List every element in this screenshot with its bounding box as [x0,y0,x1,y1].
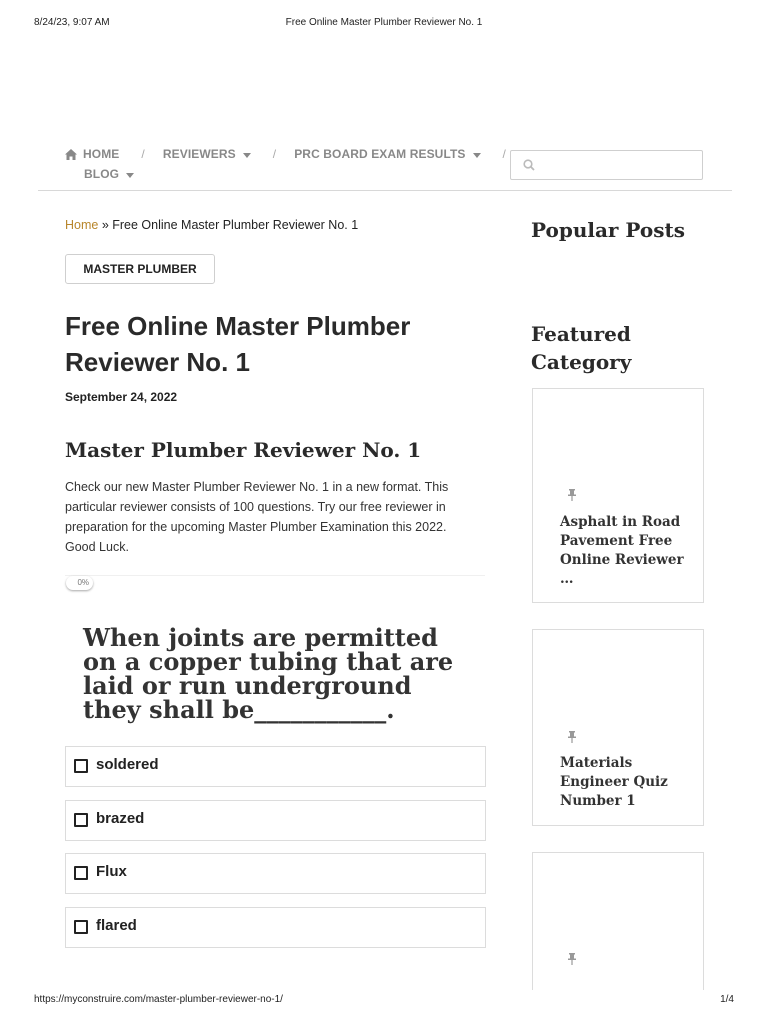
nav-divider [38,190,732,191]
print-footer [34,994,734,1008]
featured-category-heading: Featured Category [531,322,632,374]
quiz-option[interactable] [65,907,486,948]
caret-down-icon [473,153,481,158]
main-nav [65,145,506,183]
nav-row-1 [65,145,506,163]
breadcrumb [65,218,358,232]
category-button[interactable]: MASTER PLUMBER [65,254,215,284]
popular-posts-heading: Popular Posts [531,218,686,242]
search-icon [523,159,535,171]
checkbox[interactable] [74,866,88,880]
search-input[interactable] [541,155,695,177]
print-page-number: 1/4 [720,994,734,1005]
caret-down-icon [126,173,134,178]
nav-item-reviewers[interactable] [163,147,251,161]
home-icon [65,149,77,160]
print-url: https://myconstruire.com/master-plumber-reviewer-no-1/ [34,994,283,1005]
nav-item-blog-label: BLOG [84,167,120,181]
post-intro: Check our new Master Plumber Reviewer No. 1 in a new format. This particular reviewer consists of 100 questions. Try our free reviewer in preparation for the upcoming Master Plumber Examination this 2022. Good Luck. [65,480,449,554]
featured-card[interactable] [532,629,704,826]
breadcrumb-separator: » [98,218,113,232]
quiz-option[interactable] [65,800,486,841]
quiz-progress [65,575,485,591]
nav-separator: / [272,147,277,161]
post-title: Free Online Master Plumber Reviewer No. 1 [65,311,411,377]
quiz-option[interactable] [65,853,486,894]
featured-card-title[interactable]: Asphalt in Road Pavement Free Online Reviewer … [560,514,684,587]
print-header [34,17,734,31]
checkbox[interactable] [74,813,88,827]
post-date: September 24, 2022 [65,390,178,404]
nav-item-prc-board-exam-results[interactable] [294,147,480,161]
nav-item-prc-label: PRC BOARD EXAM RESULTS [294,147,466,161]
nav-item-home-label: HOME [83,147,120,161]
quiz-option-label: soldered [96,756,159,773]
breadcrumb-current: Free Online Master Plumber Reviewer No. 1 [112,218,359,232]
caret-down-icon [243,153,251,158]
breadcrumb-home-link[interactable]: Home [65,218,99,232]
print-page-title: Free Online Master Plumber Reviewer No. 1 [285,17,483,28]
featured-card-title[interactable]: Materials Engineer Quiz Number 1 [560,755,668,809]
nav-item-home[interactable] [65,147,119,161]
quiz-option[interactable] [65,746,486,787]
quiz-question: When joints are permitted on a copper tubing that are laid or run underground they shall be___________. [83,623,454,724]
post-subtitle: Master Plumber Reviewer No. 1 [65,438,422,462]
quiz-option-label: flared [96,917,137,934]
nav-separator: / [141,147,145,161]
checkbox[interactable] [74,920,88,934]
pin-icon [567,731,577,743]
nav-separator: / [502,147,506,161]
quiz-option-label: Flux [96,863,127,880]
nav-item-blog[interactable] [84,167,134,181]
progress-track [65,575,485,576]
featured-card[interactable] [532,852,704,990]
nav-item-reviewers-label: REVIEWERS [162,147,236,161]
nav-row-2 [65,165,485,183]
search-box[interactable] [510,150,703,180]
print-timestamp: 8/24/23, 9:07 AM [34,17,110,28]
checkbox[interactable] [74,759,88,773]
quiz-option-label: brazed [96,810,145,827]
pin-icon [567,953,577,965]
featured-card[interactable] [532,388,704,603]
progress-badge: 0% [66,576,93,590]
pin-icon [567,489,577,501]
